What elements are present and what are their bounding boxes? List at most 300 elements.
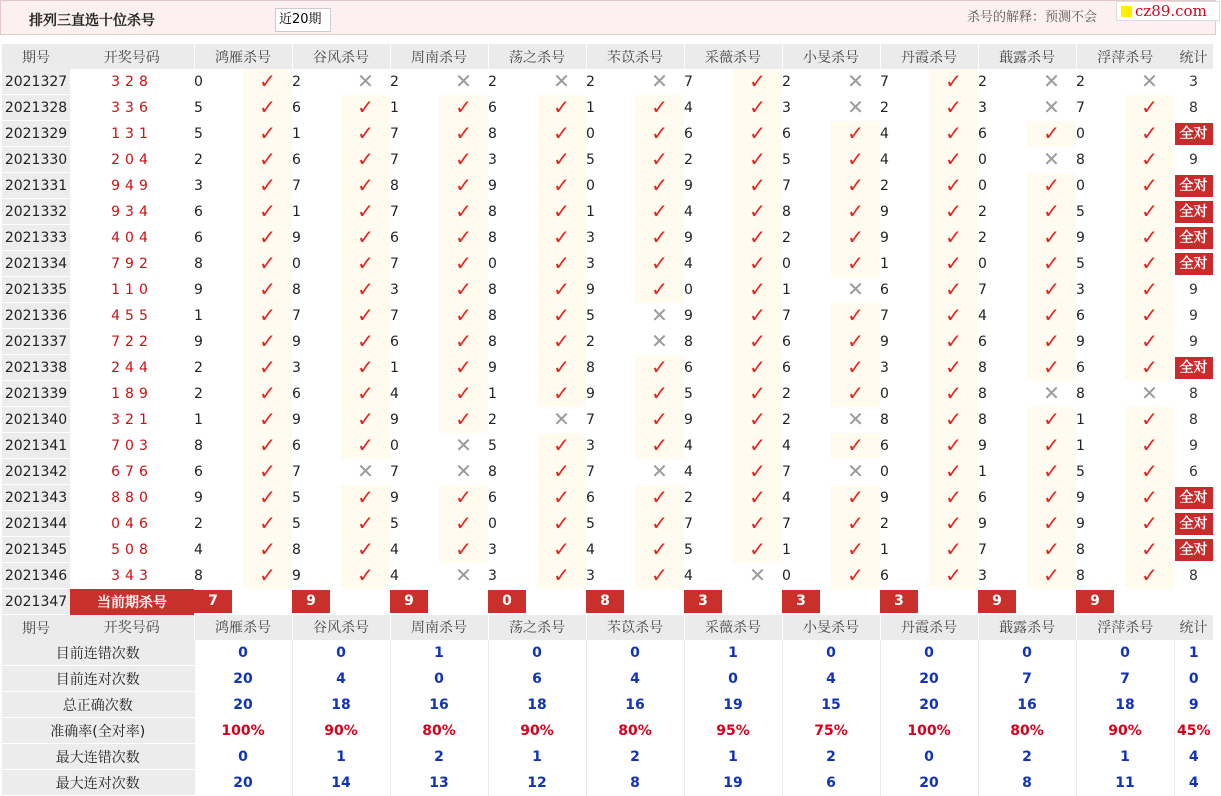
checkmark-icon: ✓ xyxy=(945,277,962,301)
current-kill-cell xyxy=(488,589,537,615)
kill-number: 8 xyxy=(194,563,243,589)
checkmark-icon: ✓ xyxy=(553,277,570,301)
summary-row xyxy=(2,666,1213,692)
kill-number: 3 xyxy=(390,277,439,303)
blank-cell xyxy=(929,589,978,615)
kill-number: 7 xyxy=(978,537,1027,563)
checkmark-icon: ✓ xyxy=(945,303,962,327)
col-expert: 采薇杀号 xyxy=(684,615,782,641)
result-cell xyxy=(243,459,292,485)
kill-number: 7 xyxy=(390,459,439,485)
checkmark-icon: ✓ xyxy=(455,173,472,197)
stat-count: 8 xyxy=(1189,567,1198,584)
result-cell xyxy=(635,485,684,511)
result-cell xyxy=(243,485,292,511)
logo-square-icon xyxy=(1121,6,1132,17)
result-cell xyxy=(439,485,488,511)
result-cell xyxy=(1027,329,1076,355)
result-cell xyxy=(537,329,586,355)
result-cell xyxy=(831,251,880,277)
col-number: 开奖号码 xyxy=(70,44,194,69)
result-cell xyxy=(537,225,586,251)
checkmark-icon: ✓ xyxy=(1141,563,1158,587)
result-cell xyxy=(439,459,488,485)
result-cell xyxy=(341,199,390,225)
summary-value: 2 xyxy=(390,744,488,770)
result-cell xyxy=(831,303,880,329)
kill-number: 6 xyxy=(194,459,243,485)
summary-value: 14 xyxy=(292,770,390,796)
result-cell xyxy=(733,433,782,459)
checkmark-icon: ✓ xyxy=(455,95,472,119)
kill-number: 4 xyxy=(880,121,929,147)
kill-number: 9 xyxy=(586,277,635,303)
current-issue: 2021347 xyxy=(2,589,70,615)
kill-number: 2 xyxy=(684,485,733,511)
checkmark-icon: ✓ xyxy=(1141,329,1158,353)
result-cell xyxy=(1125,329,1174,355)
kill-number: 2 xyxy=(880,95,929,121)
checkmark-icon: ✓ xyxy=(259,121,276,145)
stat-cell xyxy=(1174,251,1213,277)
kill-number: 6 xyxy=(292,95,341,121)
result-cell xyxy=(831,407,880,433)
stat-count: 8 xyxy=(1189,385,1198,402)
checkmark-icon: ✓ xyxy=(553,511,570,535)
draw-number: 343 xyxy=(111,567,153,584)
stat-count: 6 xyxy=(1189,463,1198,480)
draw-number: 131 xyxy=(111,125,153,142)
kill-number: 8 xyxy=(488,329,537,355)
kill-number: 1 xyxy=(880,537,929,563)
current-kill-badge: 7 xyxy=(194,590,232,613)
col-expert: 谷风杀号 xyxy=(292,615,390,641)
kill-number: 8 xyxy=(1076,563,1125,589)
kill-number: 6 xyxy=(292,147,341,173)
result-cell xyxy=(341,537,390,563)
result-cell xyxy=(1125,407,1174,433)
summary-value: 2 xyxy=(978,744,1076,770)
draw-number: 934 xyxy=(111,203,153,220)
result-cell xyxy=(537,95,586,121)
kill-number: 8 xyxy=(978,407,1027,433)
kill-number: 8 xyxy=(782,199,831,225)
draw-number: 328 xyxy=(111,73,153,90)
result-cell xyxy=(537,433,586,459)
checkmark-icon: ✓ xyxy=(553,251,570,275)
result-cell xyxy=(1125,381,1174,407)
cross-icon: ✕ xyxy=(1141,69,1158,94)
kill-number: 4 xyxy=(390,537,439,563)
result-cell xyxy=(1027,433,1076,459)
kill-number: 7 xyxy=(292,459,341,485)
summary-label: 目前连对次数 xyxy=(2,666,194,692)
table-row xyxy=(2,381,1213,407)
kill-number: 2 xyxy=(782,225,831,251)
kill-number: 8 xyxy=(978,355,1027,381)
kill-number: 6 xyxy=(1076,303,1125,329)
result-cell xyxy=(537,563,586,589)
kill-number: 2 xyxy=(586,69,635,95)
draw-number: 244 xyxy=(111,359,153,376)
cross-icon: ✕ xyxy=(553,407,570,431)
all-correct-badge: 全对 xyxy=(1175,123,1213,145)
checkmark-icon: ✓ xyxy=(553,225,570,249)
result-cell xyxy=(537,407,586,433)
summary-value: 90% xyxy=(292,718,390,744)
stat-cell xyxy=(1174,433,1213,459)
kill-number: 2 xyxy=(880,511,929,537)
all-correct-badge: 全对 xyxy=(1175,201,1213,223)
stat-cell xyxy=(1174,95,1213,121)
summary-value: 13 xyxy=(390,770,488,796)
kill-number: 9 xyxy=(292,329,341,355)
result-cell xyxy=(929,95,978,121)
kill-number: 4 xyxy=(684,563,733,589)
checkmark-icon: ✓ xyxy=(749,147,766,171)
checkmark-icon: ✓ xyxy=(455,251,472,275)
summary-label: 最大连错次数 xyxy=(2,744,194,770)
result-cell xyxy=(733,173,782,199)
summary-value: 7 xyxy=(1076,666,1174,692)
result-cell xyxy=(733,459,782,485)
result-cell xyxy=(243,433,292,459)
kill-number: 1 xyxy=(586,199,635,225)
kill-table xyxy=(2,44,1213,796)
summary-value: 100% xyxy=(194,718,292,744)
result-cell xyxy=(1125,459,1174,485)
issue-cell: 2021331 xyxy=(2,173,70,199)
kill-number: 8 xyxy=(1076,381,1125,407)
kill-number: 6 xyxy=(978,485,1027,511)
summary-value: 4 xyxy=(1174,770,1213,796)
kill-number: 9 xyxy=(1076,225,1125,251)
table-row xyxy=(2,459,1213,485)
checkmark-icon: ✓ xyxy=(455,511,472,535)
checkmark-icon: ✓ xyxy=(651,511,668,535)
stat-cell xyxy=(1174,537,1213,563)
result-cell xyxy=(439,303,488,329)
current-kill-cell xyxy=(194,589,243,615)
summary-value: 90% xyxy=(1076,718,1174,744)
kill-number: 3 xyxy=(782,95,831,121)
checkmark-icon: ✓ xyxy=(455,381,472,405)
period-select[interactable]: 近20期 xyxy=(275,8,331,32)
kill-number: 9 xyxy=(194,329,243,355)
result-cell xyxy=(1027,303,1076,329)
summary-value: 45% xyxy=(1174,718,1213,744)
result-cell xyxy=(1125,511,1174,537)
kill-number: 6 xyxy=(684,121,733,147)
result-cell xyxy=(1027,563,1076,589)
checkmark-icon: ✓ xyxy=(1043,251,1060,275)
result-cell xyxy=(733,199,782,225)
result-cell xyxy=(733,147,782,173)
kill-number: 7 xyxy=(782,173,831,199)
kill-number: 7 xyxy=(684,69,733,95)
kill-number: 8 xyxy=(194,433,243,459)
result-cell xyxy=(439,407,488,433)
result-cell xyxy=(537,251,586,277)
col-expert: 芣苡杀号 xyxy=(586,44,684,69)
summary-value: 80% xyxy=(586,718,684,744)
checkmark-icon: ✓ xyxy=(357,121,374,145)
kill-number: 2 xyxy=(880,173,929,199)
kill-number: 0 xyxy=(684,277,733,303)
summary-row xyxy=(2,744,1213,770)
result-cell xyxy=(439,121,488,147)
checkmark-icon: ✓ xyxy=(357,225,374,249)
result-cell xyxy=(341,485,390,511)
summary-header xyxy=(2,615,1213,641)
kill-number: 4 xyxy=(880,147,929,173)
summary-value: 4 xyxy=(782,666,880,692)
result-cell xyxy=(733,121,782,147)
summary-value: 0 xyxy=(194,744,292,770)
result-cell xyxy=(1125,303,1174,329)
summary-value: 18 xyxy=(488,692,586,718)
result-cell xyxy=(341,433,390,459)
result-cell xyxy=(243,121,292,147)
checkmark-icon: ✓ xyxy=(945,355,962,379)
checkmark-icon: ✓ xyxy=(1141,407,1158,431)
result-cell xyxy=(635,173,684,199)
result-cell xyxy=(929,485,978,511)
result-cell xyxy=(439,251,488,277)
cross-icon: ✕ xyxy=(847,277,864,301)
col-expert: 芣苡杀号 xyxy=(586,615,684,641)
result-cell xyxy=(831,121,880,147)
kill-number: 9 xyxy=(684,173,733,199)
checkmark-icon: ✓ xyxy=(455,121,472,145)
checkmark-icon: ✓ xyxy=(1043,173,1060,197)
cross-icon: ✕ xyxy=(651,329,668,353)
summary-value: 9 xyxy=(1174,692,1213,718)
checkmark-icon: ✓ xyxy=(651,563,668,587)
result-cell xyxy=(243,329,292,355)
kill-number: 7 xyxy=(586,459,635,485)
summary-value: 0 xyxy=(880,640,978,666)
result-cell xyxy=(1027,251,1076,277)
kill-number: 0 xyxy=(390,433,439,459)
result-cell xyxy=(831,563,880,589)
checkmark-icon: ✓ xyxy=(1043,511,1060,535)
kill-number: 2 xyxy=(194,355,243,381)
result-cell xyxy=(341,173,390,199)
kill-number: 5 xyxy=(194,95,243,121)
kill-number: 6 xyxy=(880,563,929,589)
stat-count: 9 xyxy=(1189,307,1198,324)
result-cell xyxy=(537,511,586,537)
stat-cell xyxy=(1174,69,1213,95)
col-expert: 采薇杀号 xyxy=(684,44,782,69)
site-watermark xyxy=(1116,1,1220,21)
kill-number: 0 xyxy=(586,173,635,199)
checkmark-icon: ✓ xyxy=(945,433,962,457)
col-expert: 鸿雁杀号 xyxy=(194,615,292,641)
kill-number: 3 xyxy=(978,563,1027,589)
kill-number: 2 xyxy=(978,225,1027,251)
kill-number: 0 xyxy=(880,381,929,407)
result-cell xyxy=(929,459,978,485)
summary-row xyxy=(2,692,1213,718)
result-cell xyxy=(831,69,880,95)
cross-icon: ✕ xyxy=(651,459,668,483)
result-cell xyxy=(243,355,292,381)
summary-value: 12 xyxy=(488,770,586,796)
summary-value: 2 xyxy=(586,744,684,770)
checkmark-icon: ✓ xyxy=(259,355,276,379)
checkmark-icon: ✓ xyxy=(259,69,276,94)
checkmark-icon: ✓ xyxy=(553,355,570,379)
result-cell xyxy=(733,225,782,251)
cross-icon: ✕ xyxy=(455,459,472,483)
checkmark-icon: ✓ xyxy=(945,329,962,353)
summary-value: 16 xyxy=(978,692,1076,718)
kill-explanation: 杀号的解释：预测不会 xyxy=(967,10,1098,25)
current-kill-badge: 3 xyxy=(880,590,918,613)
kill-number: 1 xyxy=(782,277,831,303)
kill-number: 5 xyxy=(684,381,733,407)
result-cell xyxy=(341,511,390,537)
kill-number: 6 xyxy=(292,381,341,407)
draw-number: 189 xyxy=(111,385,153,402)
draw-number: 508 xyxy=(111,541,153,558)
result-cell xyxy=(929,121,978,147)
stat-count: 9 xyxy=(1189,281,1198,298)
kill-number: 5 xyxy=(1076,251,1125,277)
result-cell xyxy=(243,407,292,433)
kill-number: 9 xyxy=(1076,329,1125,355)
checkmark-icon: ✓ xyxy=(1141,199,1158,223)
kill-number: 7 xyxy=(292,303,341,329)
checkmark-icon: ✓ xyxy=(1043,303,1060,327)
result-cell xyxy=(537,121,586,147)
summary-value: 11 xyxy=(1076,770,1174,796)
result-cell xyxy=(733,563,782,589)
kill-number: 0 xyxy=(782,563,831,589)
kill-number: 7 xyxy=(390,303,439,329)
issue-cell: 2021335 xyxy=(2,277,70,303)
all-correct-badge: 全对 xyxy=(1175,539,1213,561)
result-cell xyxy=(439,355,488,381)
kill-number: 1 xyxy=(1076,433,1125,459)
checkmark-icon: ✓ xyxy=(553,563,570,587)
summary-label: 总正确次数 xyxy=(2,692,194,718)
result-cell xyxy=(1125,95,1174,121)
result-cell xyxy=(831,225,880,251)
checkmark-icon: ✓ xyxy=(259,563,276,587)
col-expert: 荡之杀号 xyxy=(488,44,586,69)
checkmark-icon: ✓ xyxy=(357,251,374,275)
current-kill-badge: 3 xyxy=(782,590,820,613)
table-row xyxy=(2,303,1213,329)
kill-number: 2 xyxy=(782,407,831,433)
checkmark-icon: ✓ xyxy=(1141,485,1158,509)
result-cell xyxy=(635,121,684,147)
summary-row xyxy=(2,640,1213,666)
result-cell xyxy=(733,381,782,407)
kill-number: 1 xyxy=(488,381,537,407)
checkmark-icon: ✓ xyxy=(945,407,962,431)
kill-number: 9 xyxy=(390,407,439,433)
issue-cell: 2021346 xyxy=(2,563,70,589)
checkmark-icon: ✓ xyxy=(1141,303,1158,327)
kill-number: 7 xyxy=(292,173,341,199)
checkmark-icon: ✓ xyxy=(455,355,472,379)
result-cell xyxy=(1125,225,1174,251)
cross-icon: ✕ xyxy=(357,459,374,483)
checkmark-icon: ✓ xyxy=(945,225,962,249)
result-cell xyxy=(929,407,978,433)
checkmark-icon: ✓ xyxy=(847,147,864,171)
kill-number: 4 xyxy=(390,381,439,407)
kill-number: 4 xyxy=(684,459,733,485)
stat-cell xyxy=(1174,173,1213,199)
kill-number: 6 xyxy=(684,355,733,381)
kill-number: 4 xyxy=(194,537,243,563)
checkmark-icon: ✓ xyxy=(749,407,766,431)
issue-cell: 2021338 xyxy=(2,355,70,381)
result-cell xyxy=(929,225,978,251)
summary-value: 20 xyxy=(194,770,292,796)
checkmark-icon: ✓ xyxy=(553,537,570,561)
checkmark-icon: ✓ xyxy=(749,121,766,145)
stat-cell xyxy=(1174,407,1213,433)
kill-number: 3 xyxy=(488,147,537,173)
kill-number: 3 xyxy=(488,563,537,589)
summary-value: 100% xyxy=(880,718,978,744)
kill-number: 1 xyxy=(292,199,341,225)
stat-cell xyxy=(1174,355,1213,381)
kill-number: 2 xyxy=(194,147,243,173)
col-number: 开奖号码 xyxy=(70,615,194,641)
kill-number: 9 xyxy=(194,485,243,511)
summary-value: 1 xyxy=(292,744,390,770)
checkmark-icon: ✓ xyxy=(847,355,864,379)
result-cell xyxy=(341,95,390,121)
draw-number: 404 xyxy=(111,229,153,246)
stat-cell xyxy=(1174,121,1213,147)
result-cell xyxy=(929,199,978,225)
kill-number: 4 xyxy=(684,95,733,121)
result-cell xyxy=(1027,147,1076,173)
result-cell xyxy=(439,563,488,589)
result-cell xyxy=(929,277,978,303)
checkmark-icon: ✓ xyxy=(259,199,276,223)
result-cell xyxy=(341,329,390,355)
checkmark-icon: ✓ xyxy=(945,147,962,171)
checkmark-icon: ✓ xyxy=(259,329,276,353)
summary-value: 80% xyxy=(390,718,488,744)
table-row xyxy=(2,251,1213,277)
blank-cell xyxy=(733,589,782,615)
kill-number: 2 xyxy=(782,69,831,95)
issue-cell: 2021336 xyxy=(2,303,70,329)
result-cell xyxy=(243,563,292,589)
result-cell xyxy=(243,95,292,121)
summary-value: 19 xyxy=(684,770,782,796)
draw-number: 703 xyxy=(111,437,153,454)
kill-number: 9 xyxy=(684,303,733,329)
kill-number: 2 xyxy=(1076,69,1125,95)
checkmark-icon: ✓ xyxy=(259,251,276,275)
checkmark-icon: ✓ xyxy=(651,277,668,301)
kill-number: 6 xyxy=(880,433,929,459)
current-kill-badge: 9 xyxy=(390,590,428,613)
cross-icon: ✕ xyxy=(1043,381,1060,405)
checkmark-icon: ✓ xyxy=(945,95,962,119)
